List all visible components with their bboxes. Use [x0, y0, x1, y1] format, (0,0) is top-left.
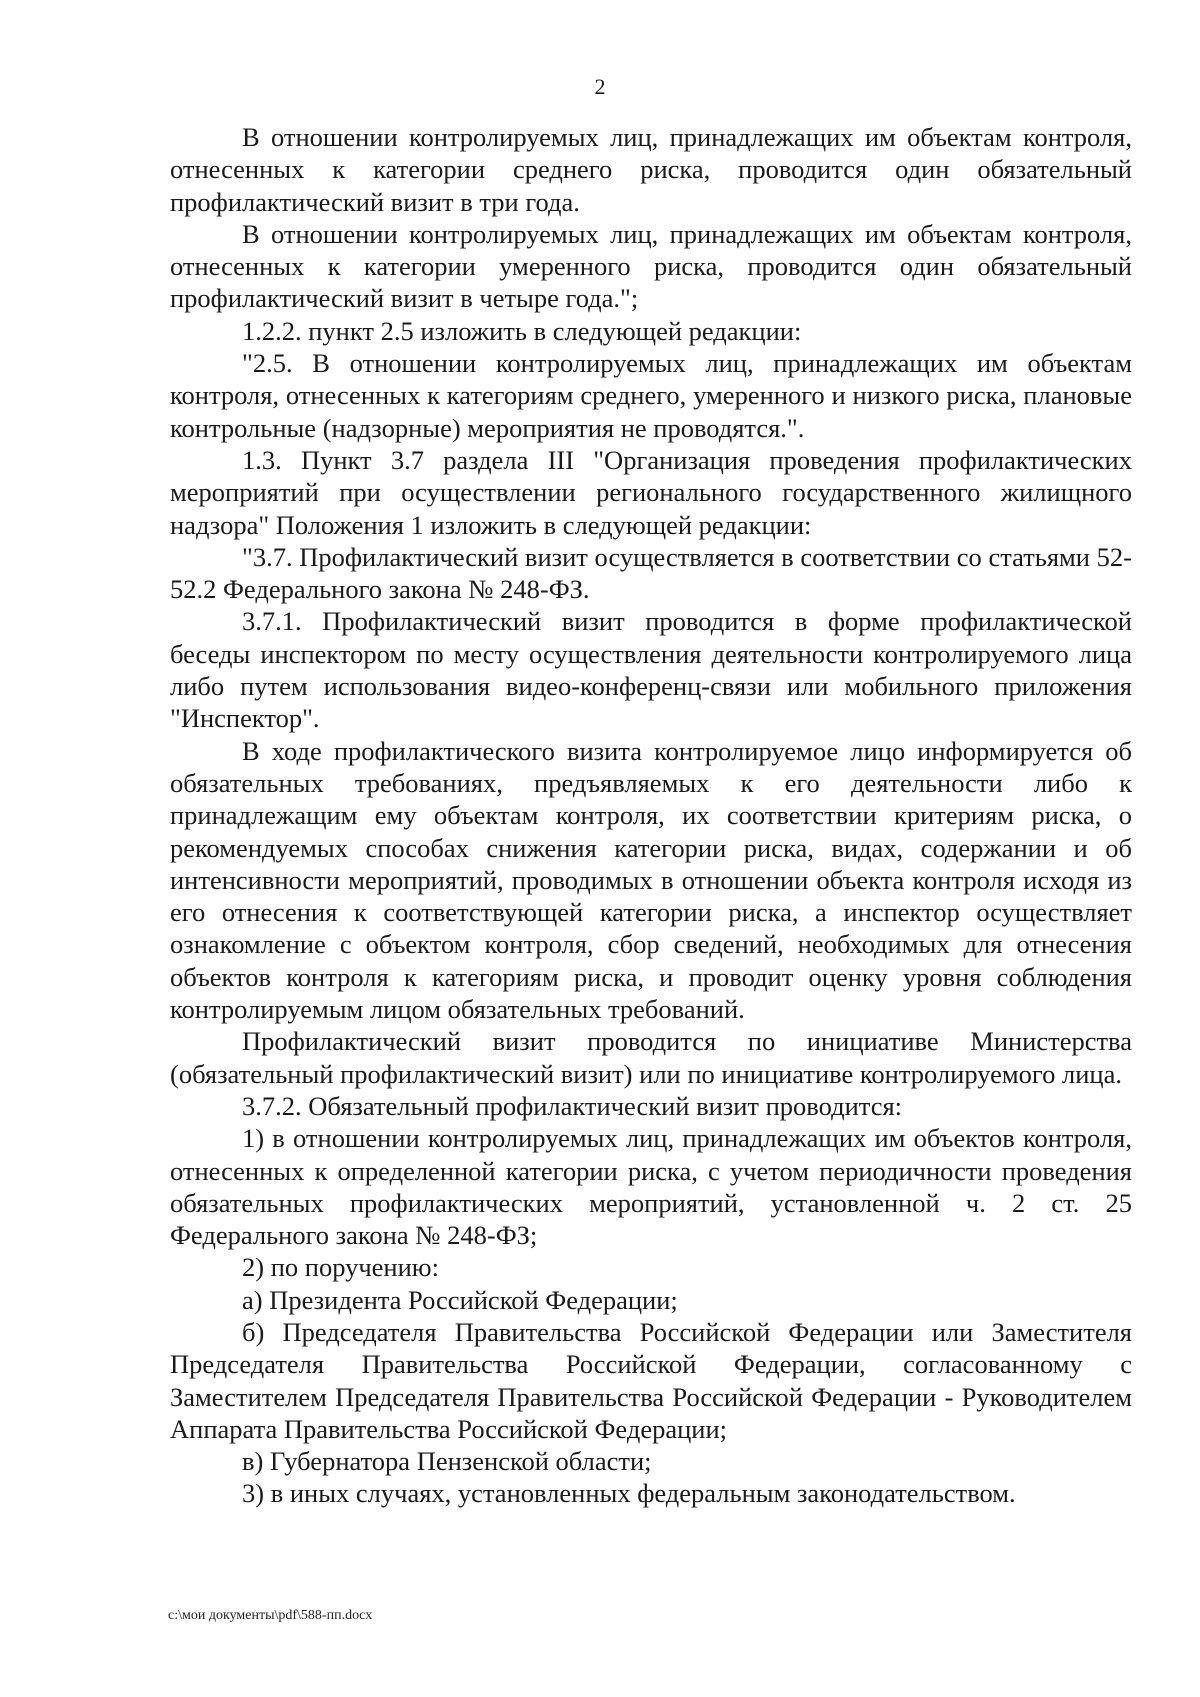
paragraph: в) Губернатора Пензенской области; — [242, 1446, 652, 1477]
file-path-footer: c:\мои документы\pdf\588-пп.docx — [168, 1608, 373, 1623]
page-number: 2 — [594, 74, 606, 99]
paragraph: 3.7.1. Профилактический визит проводится в форме профилактической беседы инспектором по месту осуществления деятельности контролируемого лица либо путем использования видео-конференц-связи или мобильного приложения "Инспектор". — [170, 606, 1132, 734]
paragraph: 1.3. Пункт 3.7 раздела III "Организация проведения профилактических мероприятий при осуществлении регионального государственного жилищного надзора" Положения 1 изложить в следующей редакции: — [170, 444, 1132, 540]
paragraph: Профилактический визит проводится по инициативе Министерства (обязательный профилактический визит) или по инициативе контролируемого лица. — [170, 1026, 1132, 1089]
paragraph: 3) в иных случаях, установленных федеральным законодательством. — [242, 1478, 1016, 1509]
paragraph: а) Президента Российской Федерации; — [242, 1284, 678, 1315]
paragraph: В ходе профилактического визита контролируемое лицо информируется об обязательных требованиях, предъявляемых к его деятельности либо к принадлежащим ему объектам контроля, их соответствии критериям риска, о рекомендуемых способах снижения категории риска, видах, содержании и об интенсивности мероприятий, проводимых в отношении объекта контроля исходя из его отнесения к соответствующей категории риска, а инспектор осуществляет ознакомление с объектом контроля, сбор сведений, необходимых для отнесения объектов контроля к категориям риска, и проводит оценку уровня соблюдения контролируемым лицом обязательных требований. — [170, 735, 1132, 1025]
paragraph: "2.5. В отношении контролируемых лиц, принадлежащих им объектам контроля, отнесенных к категориям среднего, умеренного и низкого риска, плановые контрольные (надзорные) мероприятия не проводятся.". — [170, 348, 1132, 443]
document-body — [170, 121, 1132, 1510]
paragraph: В отношении контролируемых лиц, принадлежащих им объектам контроля, отнесенных к категории умеренного риска, проводится один обязательный профилактический визит в четыре года."; — [170, 218, 1132, 314]
paragraph: 3.7.2. Обязательный профилактический визит проводится: — [242, 1090, 903, 1121]
paragraph: б) Председателя Правительства Российской Федерации или Заместителя Председателя Правительства Российской Федерации, согласованному с Заместителем Председателя Правительства Российской Федерации - Руководителем Аппарата Правительства Российской Федерации; — [170, 1316, 1132, 1444]
paragraph: В отношении контролируемых лиц, принадлежащих им объектам контроля, отнесенных к категории среднего риска, проводится один обязательный профилактический визит в три года. — [170, 122, 1132, 217]
paragraph: 1) в отношении контролируемых лиц, принадлежащих им объектов контроля, отнесенных к определенной категории риска, с учетом периодичности проведения обязательных профилактических мероприятий, установленной ч. 2 ст. 25 Федерального закона № 248-ФЗ; — [170, 1123, 1132, 1251]
paragraph: 1.2.2. пункт 2.5 изложить в следующей редакции: — [242, 315, 802, 346]
paragraph: "3.7. Профилактический визит осуществляется в соответствии со статьями 52-52.2 Федерального закона № 248-ФЗ. — [170, 541, 1132, 605]
paragraph: 2) по поручению: — [242, 1252, 439, 1283]
